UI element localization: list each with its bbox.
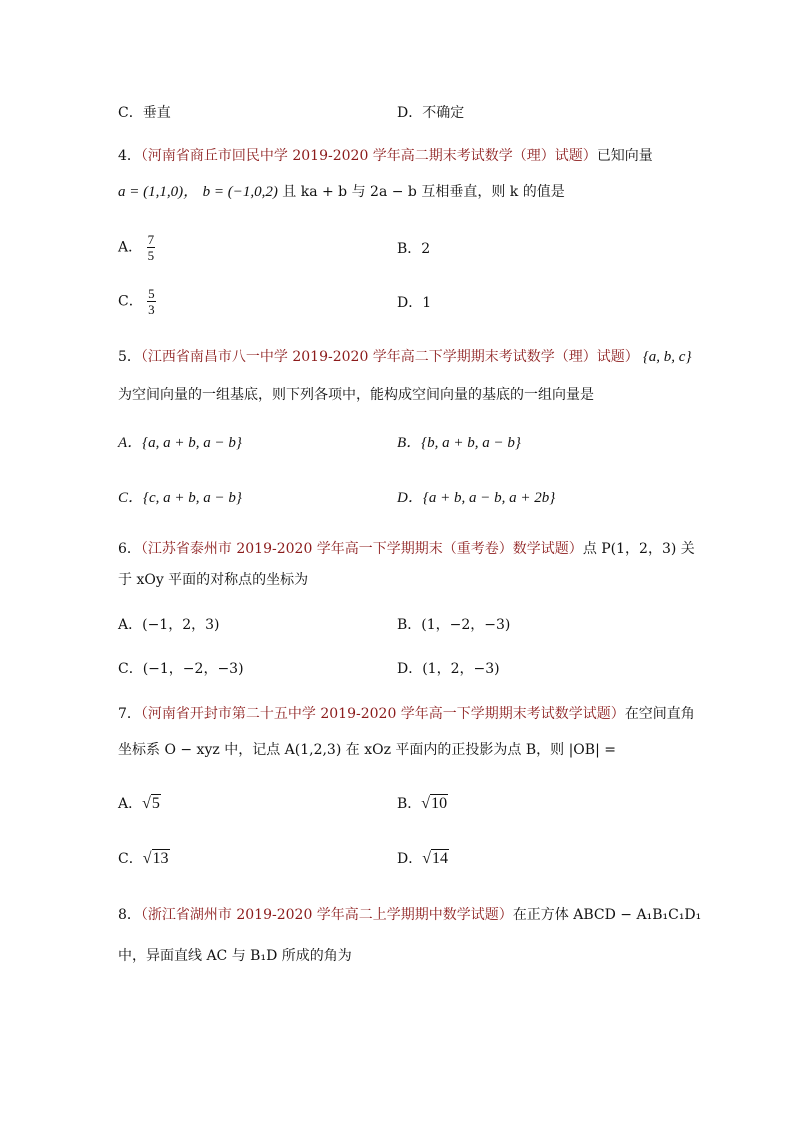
square-root: √14	[422, 850, 449, 867]
q7-stem-line1	[118, 704, 695, 724]
q4-option-a	[118, 232, 155, 266]
option-label: B．	[397, 796, 422, 812]
option-label: C．	[118, 851, 143, 867]
q4-option-b: B．2	[397, 241, 431, 257]
vector-b-definition: b = (−1,0,2)	[202, 184, 278, 200]
question-source: （江西省南昌市八一中学 2019-2020 学年高二下学期期末考试数学（理）试题）	[140, 349, 639, 365]
fraction	[147, 286, 156, 317]
basis-set: {a, b, c}	[642, 349, 692, 365]
question-number: 7．	[118, 706, 141, 722]
numerator: 7	[147, 232, 155, 247]
option-label: A．	[118, 239, 143, 256]
q6-option-d: D．(1，2，−3)	[397, 661, 500, 677]
question-stem: 点 P(1，2，3) 关	[582, 541, 695, 557]
q6-stem-line1	[118, 539, 695, 559]
radicand: 10	[431, 795, 448, 812]
option-label: A．	[118, 796, 143, 812]
q7-stem-line2: 坐标系 O − xyz 中，记点 A(1,2,3) 在 xOz 平面内的正投影为点 B，则 |OB| =	[118, 742, 616, 758]
question-source: （河南省商丘市回民中学 2019-2020 学年高二期末考试数学（理）试题）	[140, 148, 597, 164]
question-stem: 且 ka + b 与 2a − b 互相垂直，则 k 的值是	[282, 184, 565, 200]
radicand: 14	[432, 850, 449, 867]
question-number: 6．	[118, 541, 141, 557]
q4-option-c	[118, 286, 156, 320]
q8-stem-line1	[118, 905, 701, 925]
q5-option-a: A．{a, a + b, a − b}	[118, 435, 242, 451]
q6-option-a: A．(−1，2，3)	[118, 617, 220, 633]
radicand: 5	[151, 795, 160, 812]
question-source: （江苏省泰州市 2019-2020 学年高一下学期期末（重考卷）数学试题）	[140, 541, 583, 557]
question-number: 8．	[118, 907, 141, 923]
q8-stem-line2: 中，异面直线 AC 与 B₁D 所成的角为	[118, 948, 352, 964]
question-number: 4．	[118, 148, 141, 164]
square-root: √13	[142, 850, 169, 867]
q5-option-b: B．{b, a + b, a − b}	[397, 435, 521, 451]
q7-option-c	[118, 849, 170, 869]
option-label: D．	[397, 851, 423, 867]
q6-option-b: B．(1，−2，−3)	[397, 617, 511, 633]
numerator: 5	[148, 286, 155, 301]
question-source: （浙江省湖州市 2019-2020 学年高二上学期期中数学试题）	[140, 907, 513, 923]
option-label: C．	[118, 293, 143, 310]
question-stem: 在空间直角	[624, 706, 695, 722]
q6-option-c: C．(−1，−2，−3)	[118, 661, 244, 677]
fraction	[147, 232, 156, 263]
q7-option-b	[397, 794, 448, 814]
q5-stem-line2: 为空间向量的一组基底，则下列各项中，能构成空间向量的基底的一组向量是	[118, 387, 594, 403]
question-stem: 已知向量	[596, 148, 653, 164]
q4-stem-line1	[118, 146, 653, 166]
radicand: 13	[152, 850, 169, 867]
q5-option-d: D．{a + b, a − b, a + 2b}	[397, 490, 556, 506]
q5-option-c: C．{c, a + b, a − b}	[118, 490, 242, 506]
square-root: √10	[421, 795, 448, 812]
q3-option-c: C．垂直	[118, 105, 171, 121]
denominator: 3	[148, 302, 155, 317]
q7-option-d	[397, 849, 449, 869]
vector-a-definition: a = (1,1,0)，	[118, 184, 199, 200]
denominator: 5	[147, 248, 155, 263]
question-stem: 在正方体 ABCD − A₁B₁C₁D₁	[512, 907, 702, 923]
question-source: （河南省开封市第二十五中学 2019-2020 学年高一下学期期末考试数学试题）	[140, 706, 625, 722]
q4-stem-line2	[118, 182, 565, 202]
q3-option-d: D．不确定	[397, 105, 465, 121]
q6-stem-line2: 于 xOy 平面的对称点的坐标为	[118, 572, 309, 588]
question-number: 5．	[118, 349, 141, 365]
square-root: √5	[142, 795, 160, 812]
q4-option-d: D．1	[397, 295, 432, 311]
q7-option-a	[118, 794, 161, 814]
q5-stem-line1	[118, 347, 691, 367]
